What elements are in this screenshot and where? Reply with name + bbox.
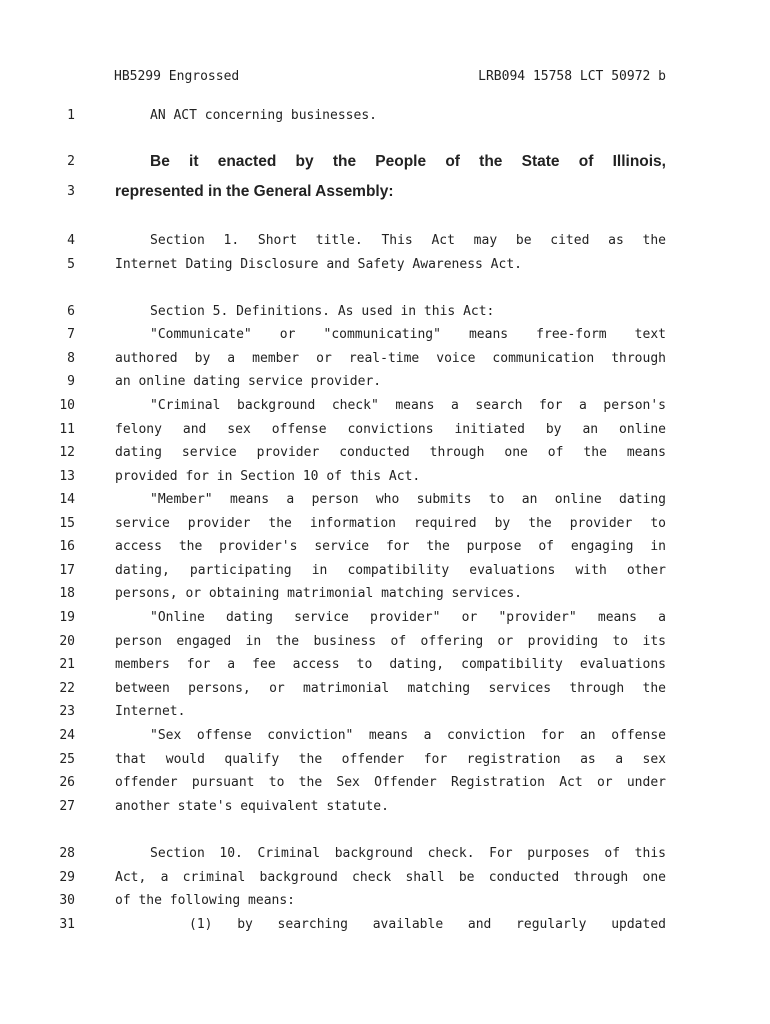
text-line xyxy=(0,106,770,126)
line-number: 21 xyxy=(59,657,75,672)
text-line xyxy=(0,632,770,652)
text-line xyxy=(0,584,770,604)
line-number: 25 xyxy=(59,752,75,767)
line-text: Act, a criminal background check shall be conducted through one xyxy=(115,870,666,885)
line-number: 11 xyxy=(59,422,75,437)
line-text: offender pursuant to the Sex Offender Registration Act or under xyxy=(115,775,666,790)
line-text: Section 1. Short title. This Act may be cited as the xyxy=(150,233,666,248)
line-number: 10 xyxy=(59,398,75,413)
line-number: 16 xyxy=(59,539,75,554)
bill-number: HB5299 Engrossed xyxy=(114,69,240,84)
line-number: 6 xyxy=(67,304,75,319)
line-number: 7 xyxy=(67,327,75,342)
line-text: members for a fee access to dating, compatibility evaluations xyxy=(115,657,666,672)
line-text: felony and sex offense convictions initiated by an online xyxy=(115,422,666,437)
text-line xyxy=(0,255,770,275)
text-line xyxy=(0,396,770,416)
text-line xyxy=(0,750,770,770)
text-line xyxy=(0,182,770,202)
text-line xyxy=(0,152,770,172)
line-text: "Sex offense conviction" means a conviction for an offense xyxy=(150,728,666,743)
line-number: 24 xyxy=(59,728,75,743)
line-number: 12 xyxy=(59,445,75,460)
line-text: service provider the information required by the provider to xyxy=(115,516,666,531)
text-line xyxy=(0,420,770,440)
line-number: 22 xyxy=(59,681,75,696)
text-line xyxy=(0,773,770,793)
text-line xyxy=(0,702,770,722)
line-number: 17 xyxy=(59,563,75,578)
line-text: (1) by searching available and regularly updated xyxy=(189,917,666,932)
line-number: 31 xyxy=(59,917,75,932)
line-text: authored by a member or real-time voice communication through xyxy=(115,351,666,366)
line-text: represented in the General Assembly: xyxy=(115,183,394,200)
text-line xyxy=(0,915,770,935)
line-text: "Online dating service provider" or "provider" means a xyxy=(150,610,666,625)
text-line xyxy=(0,797,770,817)
line-number: 15 xyxy=(59,516,75,531)
line-text: AN ACT concerning businesses. xyxy=(150,108,377,123)
line-text: "Criminal background check" means a search for a person's xyxy=(150,398,666,413)
line-number: 2 xyxy=(67,154,75,169)
text-line xyxy=(0,349,770,369)
line-text: dating service provider conducted through one of the means xyxy=(115,445,666,460)
text-line xyxy=(0,679,770,699)
text-line xyxy=(0,302,770,322)
text-line xyxy=(0,608,770,628)
line-number: 23 xyxy=(59,704,75,719)
line-number: 26 xyxy=(59,775,75,790)
text-line xyxy=(0,726,770,746)
line-number: 30 xyxy=(59,893,75,908)
text-line xyxy=(0,467,770,487)
text-line xyxy=(0,844,770,864)
line-text: an online dating service provider. xyxy=(115,374,382,389)
line-number: 13 xyxy=(59,469,75,484)
line-text: dating, participating in compatibility evaluations with other xyxy=(115,563,666,578)
text-line xyxy=(0,868,770,888)
line-number: 9 xyxy=(67,374,75,389)
line-number: 1 xyxy=(67,108,75,123)
text-line xyxy=(0,891,770,911)
line-number: 4 xyxy=(67,233,75,248)
line-text: of the following means: xyxy=(115,893,296,908)
text-line xyxy=(0,325,770,345)
line-number: 20 xyxy=(59,634,75,649)
text-line xyxy=(0,514,770,534)
line-text: Section 10. Criminal background check. For purposes of this xyxy=(150,846,666,861)
line-number: 19 xyxy=(59,610,75,625)
line-text: Internet. xyxy=(115,704,186,719)
line-number: 8 xyxy=(67,351,75,366)
line-text: access the provider's service for the purpose of engaging in xyxy=(115,539,666,554)
line-text: between persons, or matrimonial matching services through the xyxy=(115,681,666,696)
text-line xyxy=(0,443,770,463)
line-text: another state's equivalent statute. xyxy=(115,799,389,814)
line-text: that would qualify the offender for registration as a sex xyxy=(115,752,666,767)
text-line xyxy=(0,655,770,675)
line-number: 29 xyxy=(59,870,75,885)
text-line xyxy=(0,490,770,510)
line-text: Section 5. Definitions. As used in this Act: xyxy=(150,304,495,319)
line-text: Internet Dating Disclosure and Safety Awareness Act. xyxy=(115,257,522,272)
line-number: 3 xyxy=(67,184,75,199)
lrb-code: LRB094 15758 LCT 50972 b xyxy=(478,69,666,84)
line-number: 27 xyxy=(59,799,75,814)
text-line xyxy=(0,372,770,392)
line-text: person engaged in the business of offering or providing to its xyxy=(115,634,666,649)
text-line xyxy=(0,561,770,581)
line-text: Be it enacted by the People of the State of Illinois, xyxy=(150,153,666,170)
line-number: 18 xyxy=(59,586,75,601)
line-number: 5 xyxy=(67,257,75,272)
line-number: 28 xyxy=(59,846,75,861)
text-line xyxy=(0,231,770,251)
line-number: 14 xyxy=(59,492,75,507)
line-text: provided for in Section 10 of this Act. xyxy=(115,469,421,484)
text-line xyxy=(0,537,770,557)
line-text: "Member" means a person who submits to an online dating xyxy=(150,492,666,507)
line-text: "Communicate" or "communicating" means free-form text xyxy=(150,327,666,342)
line-text: persons, or obtaining matrimonial matching services. xyxy=(115,586,522,601)
